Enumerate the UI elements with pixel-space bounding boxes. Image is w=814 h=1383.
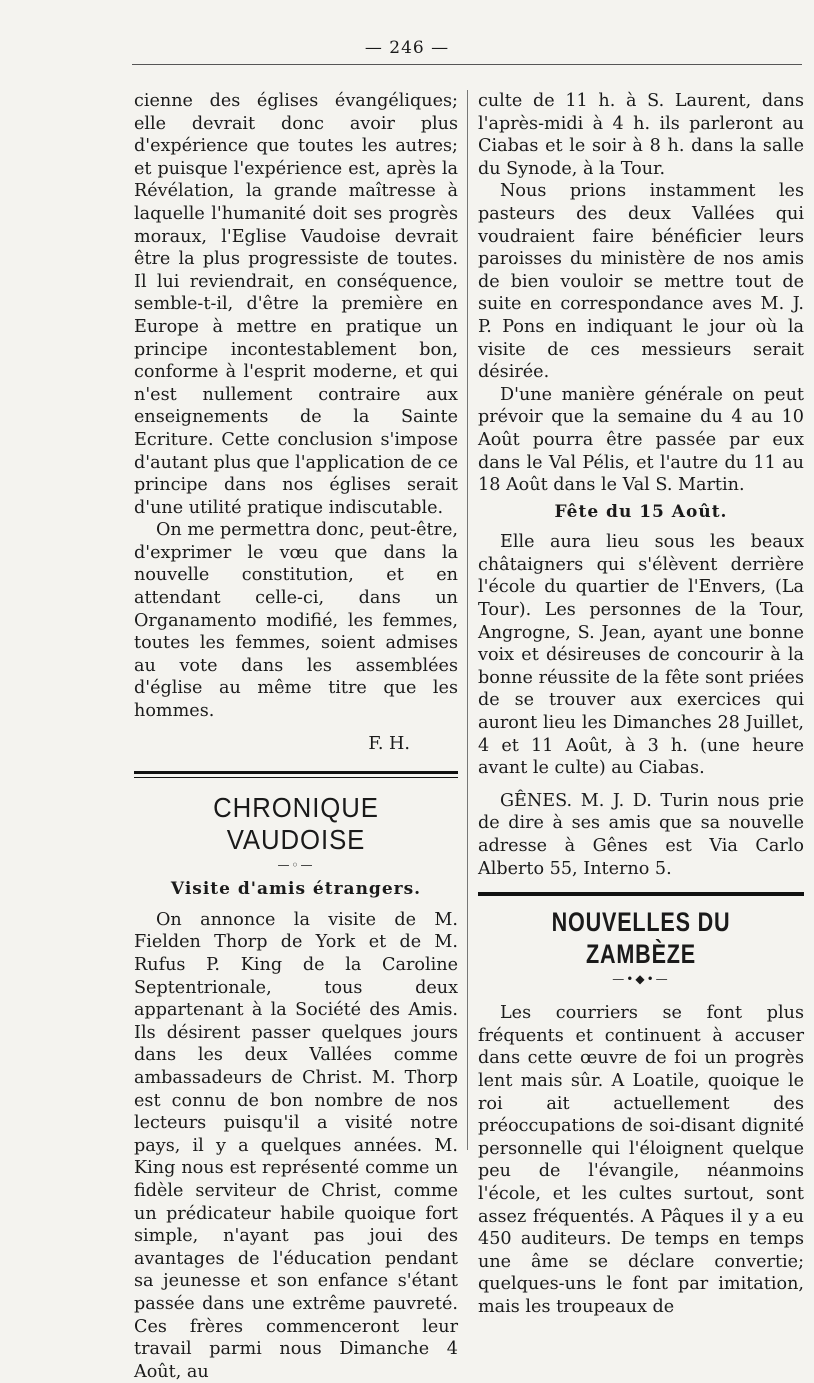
right-paragraph-2: Nous prions instamment les pasteurs des deux Vallées qui voudraient faire bénéficier leurs paroisses du ministère de nos amis de bien vouloir se mettre tout de suite en correspondance aves M. J. P. Pons en indiquant le jour où la visite de ces messieurs serait désirée. <box>478 181 804 383</box>
header-rule <box>132 64 802 65</box>
left-paragraph-1: cienne des églises évangéliques; elle devrait donc avoir plus d'expérience que toutes les autres; et puisque l'expérience est, après la Révélation, la grande maîtresse à laquelle l'humanité doit ses progrès moraux, l'Eglise Vaudoise devrait être la plus progressiste de toutes. Il lui reviendrait, en conséquence, semble-t-il, d'être la première en Europe à mettre en pratique un principe incontestablement bon, conforme à l'esprit moderne, et qui n'est nullement contraire aux enseignements de la Sainte Ecriture. Cette conclusion s'impose d'autant plus que l'application de ce principe dans nos églises serait d'une utilité pratique indiscutable. <box>134 91 458 518</box>
ornament-zambeze: —•◆•— <box>612 972 670 987</box>
right-paragraph-6: Les courriers se font plus fréquents et continuent à accuser dans cette œuvre de foi un progrès lent mais sûr. A Loatile, quoique le roi ait actuellement des préoccupations de soi-disant dignité personnelle qui l'éloignent quelque peu de l'évangile, néanmoins l'école, et les cultes surtout, sont assez fréquentés. A Pâques il y a eu 450 auditeurs. De temps en temps une âme se déclare convertie; quelques-uns le font par imitation, mais les troupeaux de <box>478 1003 804 1317</box>
column-divider <box>467 90 468 1150</box>
signature: F. H. <box>368 733 410 754</box>
right-column <box>478 90 804 1319</box>
subhead-fete: Fête du 15 Août. <box>554 501 728 522</box>
subhead-visite: Visite d'amis étrangers. <box>170 879 422 900</box>
section-title-chronique: CHRONIQUE VAUDOISE <box>213 792 379 856</box>
section-rule <box>134 771 458 778</box>
right-paragraph-5: GÊNES. M. J. D. Turin nous prie de dire à ses amis que sa nouvelle adresse à Gênes est Via Carlo Alberto 55, Interno 5. <box>478 790 804 879</box>
right-paragraph-3: D'une manière générale on peut prévoir que la semaine du 4 au 10 Août pourra être passée par eux dans le Val Pélis, et l'autre du 11 au 18 Août dans le Val S. Martin. <box>478 384 804 496</box>
right-paragraph-1: culte de 11 h. à S. Laurent, dans l'après-midi à 4 h. ils parleront au Ciabas et le soir à 8 h. dans la salle du Synode, à la Tour. <box>478 91 804 179</box>
ornament: —◦— <box>277 858 315 873</box>
left-paragraph-3: On annonce la visite de M. Fielden Thorp de York et de M. Rufus P. King de la Caroline Septentrionale, tous deux appartenant à la Société des Amis. Ils désirent passer quelques jours dans les deux Vallées comme ambassadeurs de Christ. M. Thorp est connu de bon nombre de nos lecteurs puisqu'il a visité notre pays, il y a quelques années. M. King nous est représenté comme un fidèle serviteur de Christ, comme un prédicateur habile quoique fort simple, n'ayant pas joui des avantages de l'éducation pendant sa jeunesse et son enfance s'étant passée dans une extrême pauvreté. Ces frères commenceront leur travail parmi nous Dimanche 4 Août, au <box>134 909 458 1382</box>
page-number: — 246 — <box>364 38 450 58</box>
section-title-zambeze: NOUVELLES DU ZAMBÈZE <box>551 907 731 970</box>
right-paragraph-4: Elle aura lieu sous les beaux châtaigners qui s'élèvent derrière l'école du quartier de l'Envers, (La Tour). Les personnes de la Tour, Angrogne, S. Jean, ayant une bonne voix et désireuses de concourir à la bonne réussite de la fête sont priées de se trouver aux exercices qui auront lieu les Dimanches 28 Juillet, 4 et 11 Août, à 3 h. (une heure avant le culte) au Ciabas. <box>478 532 804 779</box>
left-column <box>134 90 458 1383</box>
spacer <box>478 780 804 790</box>
section-rule-zambeze <box>478 892 804 896</box>
left-paragraph-2: On me permettra donc, peut-être, d'exprimer le vœu que dans la nouvelle constitution, et en attendant celle-ci, dans un Organamento modifié, les femmes, toutes les femmes, soient admises au vote dans les assemblées d'église au même titre que les hommes. <box>134 520 458 722</box>
spacer <box>478 992 804 1002</box>
